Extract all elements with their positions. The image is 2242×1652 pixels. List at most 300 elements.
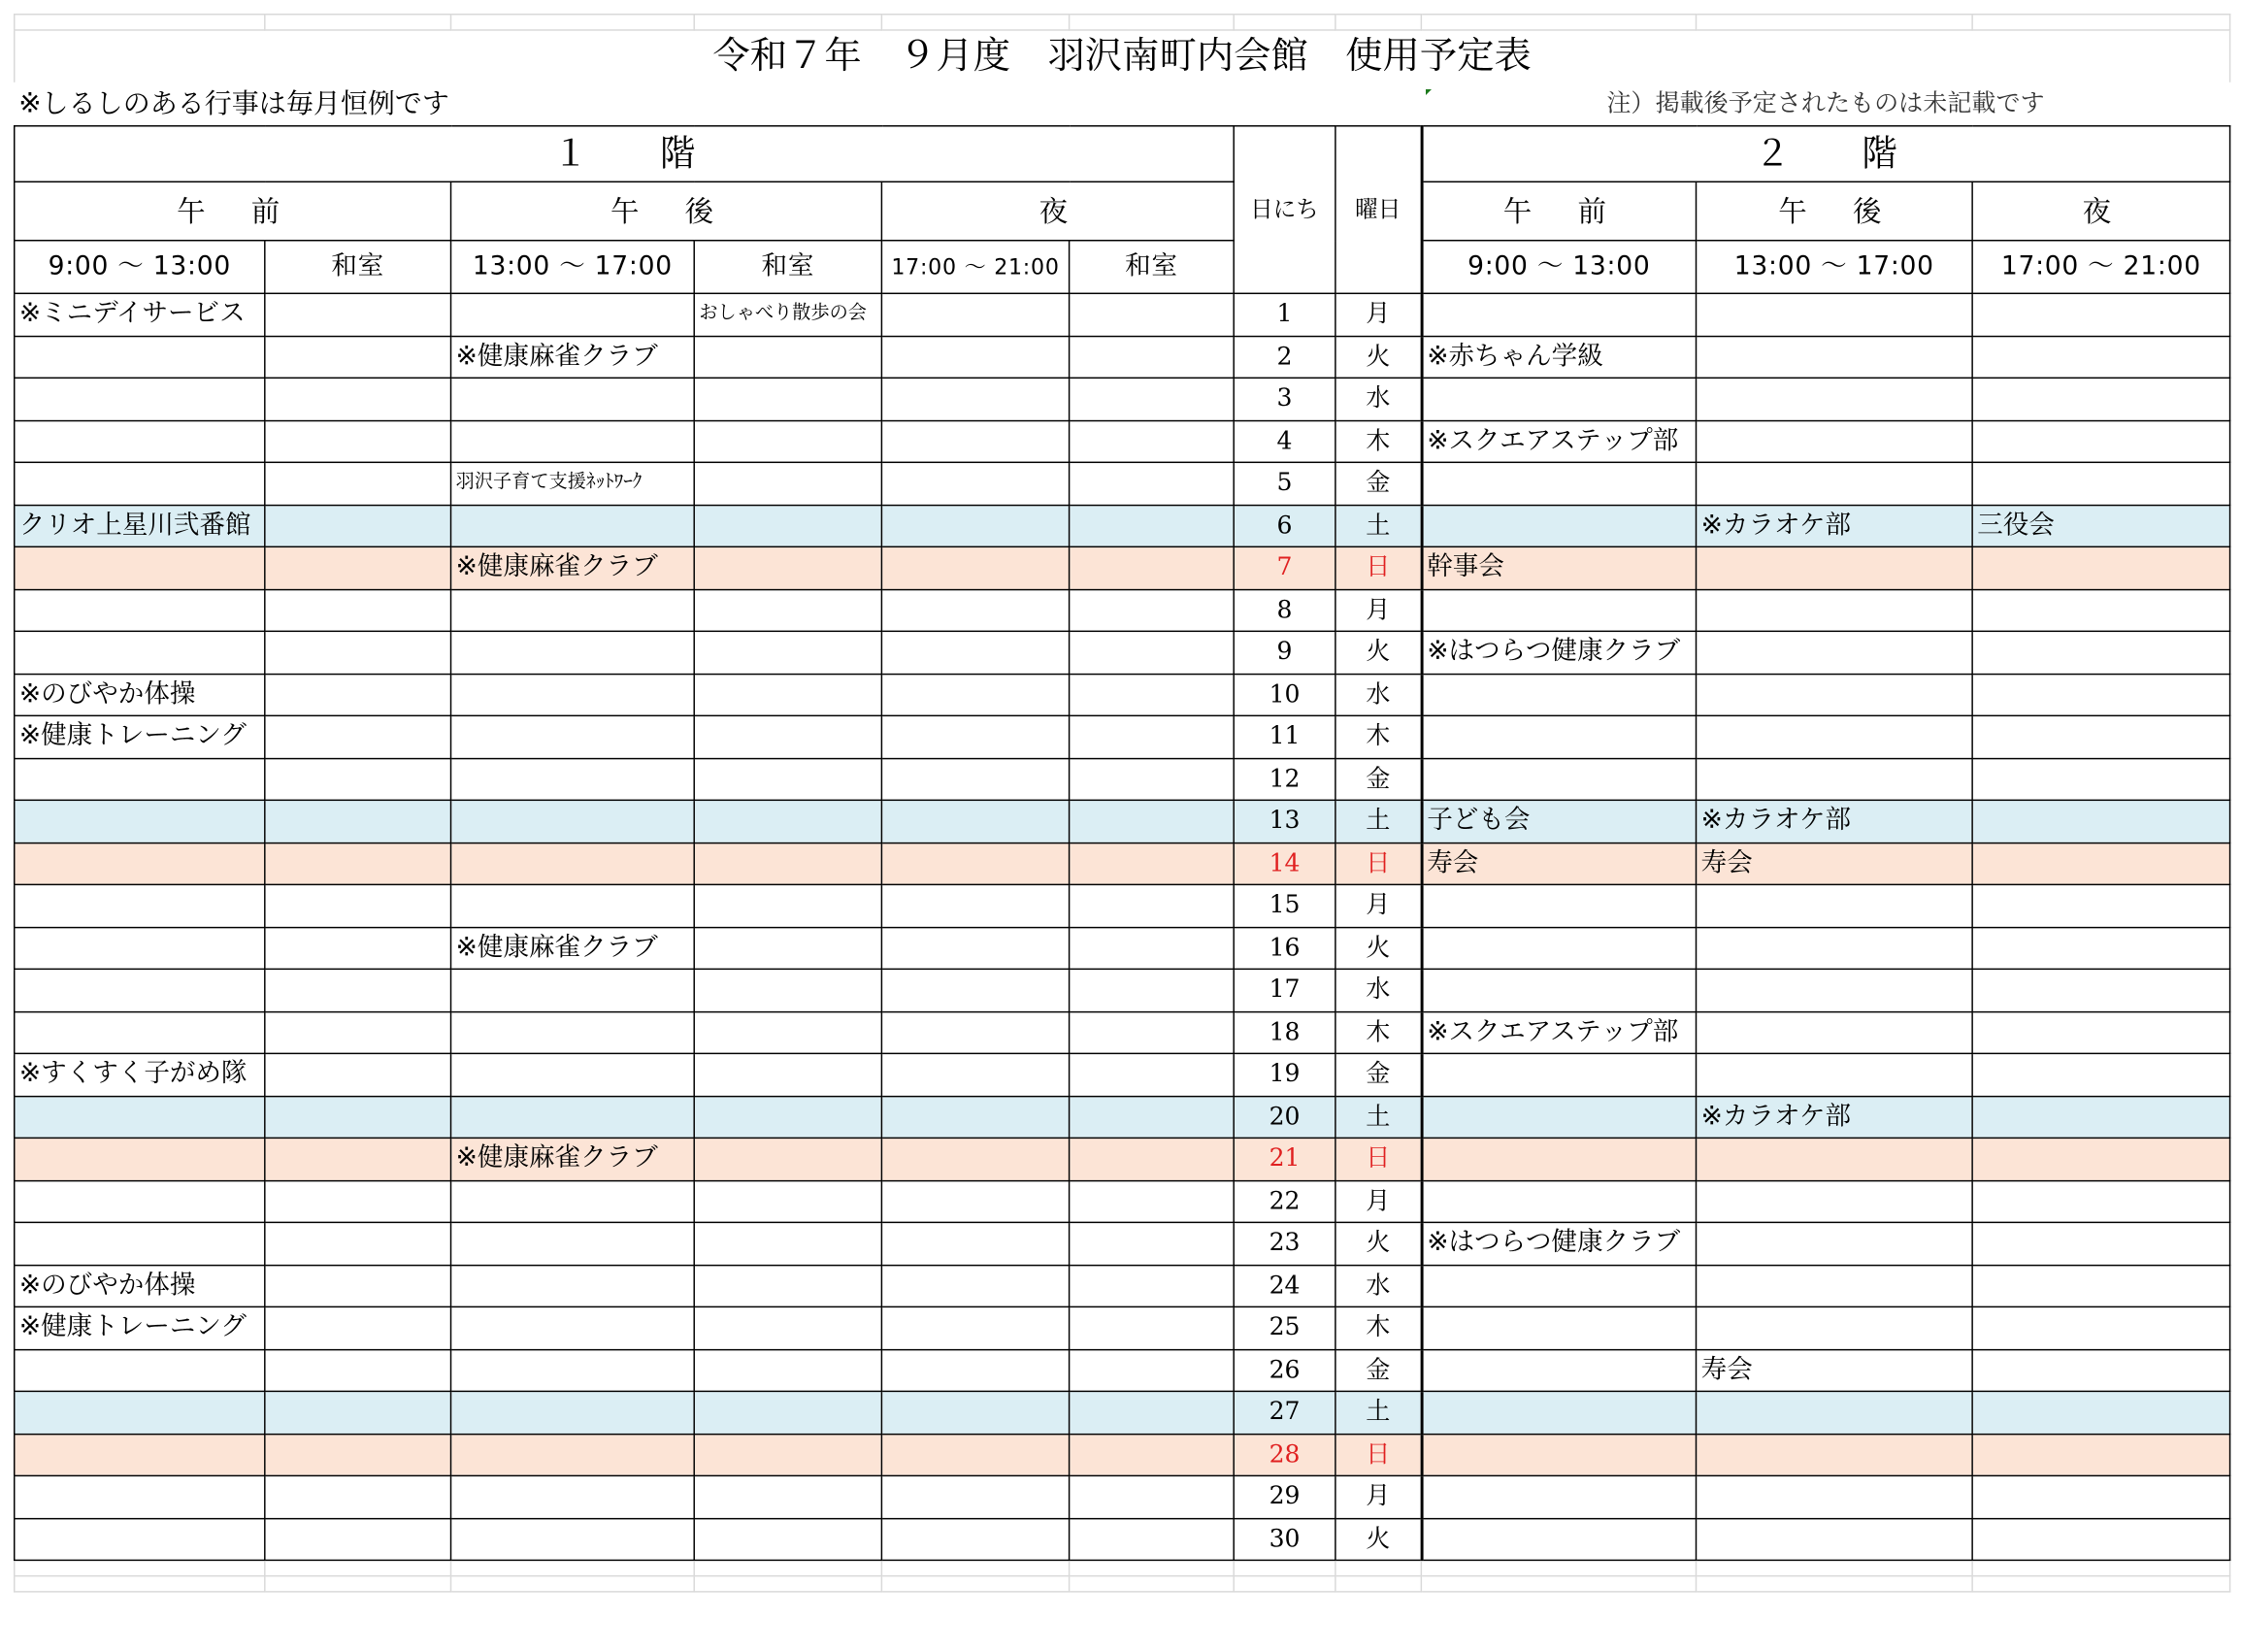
f1-pm-washitsu-cell (694, 378, 881, 420)
day-cell: 土 (1335, 1391, 1421, 1434)
date-cell: 23 (1234, 1222, 1335, 1265)
f1-am-washitsu-cell (265, 1475, 451, 1518)
f2-am-cell (1421, 462, 1696, 505)
f1-night-cell (881, 1518, 1069, 1561)
f1-am-washitsu-cell (265, 674, 451, 716)
day-cell: 月 (1335, 1180, 1421, 1223)
schedule-row (15, 589, 2230, 632)
f1-pm-cell (451, 674, 695, 716)
day-cell: 金 (1335, 758, 1421, 801)
f1-am-washitsu-cell (265, 631, 451, 674)
f2-night-cell (1972, 1391, 2229, 1434)
f2-am-cell (1421, 293, 1696, 336)
f1-night-cell (881, 1391, 1069, 1434)
f1-pm-cell (451, 589, 695, 632)
f2-night-cell (1972, 293, 2229, 336)
f1-pm-cell (451, 1434, 695, 1476)
f1-am-washitsu-cell (265, 336, 451, 379)
f1-pm-cell (451, 420, 695, 463)
f1-pm-washitsu-cell (694, 505, 881, 547)
f1-night-washitsu-cell (1070, 1265, 1235, 1307)
f1-night-washitsu-cell (1070, 1475, 1235, 1518)
date-cell: 10 (1234, 674, 1335, 716)
f1-night-header: 夜 (881, 182, 1234, 240)
f1-pm-washitsu-cell (694, 1518, 881, 1561)
f1-night-washitsu-cell (1070, 1096, 1235, 1139)
schedule-row (15, 843, 2230, 885)
f1-am-cell (15, 1180, 265, 1223)
f1-am-washitsu-cell (265, 1306, 451, 1349)
f1-pm-cell (451, 1349, 695, 1392)
f1-night-washitsu-cell (1070, 1180, 1235, 1223)
f1-night-cell (881, 800, 1069, 843)
f2-night-time: 17:00 〜 21:00 (1972, 241, 2229, 294)
f2-pm-header: 午 後 (1697, 182, 1973, 240)
f2-pm-cell (1697, 336, 1973, 379)
f2-night-cell (1972, 378, 2229, 420)
f1-am-washitsu-cell (265, 420, 451, 463)
date-cell: 1 (1234, 293, 1335, 336)
f2-am-cell (1421, 1349, 1696, 1392)
f1-am-washitsu-cell (265, 1349, 451, 1392)
day-cell: 土 (1335, 505, 1421, 547)
date-cell: 30 (1234, 1518, 1335, 1561)
f2-am-cell (1421, 1265, 1696, 1307)
f1-pm-cell (451, 969, 695, 1011)
f1-night-washitsu-cell (1070, 631, 1235, 674)
f1-am-cell (15, 631, 265, 674)
f1-night-washitsu-cell (1070, 462, 1235, 505)
date-cell: 14 (1234, 843, 1335, 885)
f1-night-washitsu-cell (1070, 293, 1235, 336)
f1-pm-cell (451, 1306, 695, 1349)
f1-pm-time: 13:00 〜 17:00 (451, 241, 695, 294)
f1-am-cell (15, 589, 265, 632)
schedule-row (15, 505, 2230, 547)
f2-night-cell (1972, 1265, 2229, 1307)
f1-pm-washitsu-cell (694, 1265, 881, 1307)
f1-am-cell: ※健康トレーニング (15, 1306, 265, 1349)
f1-am-cell (15, 1138, 265, 1180)
schedule-row (15, 758, 2230, 801)
f1-am-washitsu-cell (265, 1518, 451, 1561)
f1-pm-cell (451, 1011, 695, 1054)
f1-pm-cell (451, 884, 695, 927)
f1-pm-washitsu-cell (694, 1349, 881, 1392)
f2-pm-cell (1697, 589, 1973, 632)
f2-am-cell (1421, 505, 1696, 547)
f1-am-cell (15, 758, 265, 801)
f2-am-cell (1421, 969, 1696, 1011)
f1-night-cell (881, 1180, 1069, 1223)
f1-am-cell: ※すくすく子がめ隊 (15, 1053, 265, 1096)
f2-pm-cell (1697, 1306, 1973, 1349)
f2-night-cell (1972, 462, 2229, 505)
schedule-row (15, 800, 2230, 843)
f1-am-cell: ※健康トレーニング (15, 715, 265, 758)
date-cell: 17 (1234, 969, 1335, 1011)
f1-pm-washitsu-cell (694, 631, 881, 674)
f2-pm-cell: 寿会 (1697, 1349, 1973, 1392)
f1-am-washitsu: 和室 (265, 241, 451, 294)
f1-am-cell (15, 1391, 265, 1434)
schedule-row (15, 1349, 2230, 1392)
f2-pm-cell: 寿会 (1697, 843, 1973, 885)
f1-night-washitsu-cell (1070, 1349, 1235, 1392)
date-cell: 15 (1234, 884, 1335, 927)
f1-pm-cell: ※健康麻雀クラブ (451, 336, 695, 379)
f1-am-cell (15, 1096, 265, 1139)
day-cell: 月 (1335, 1475, 1421, 1518)
date-cell: 18 (1234, 1011, 1335, 1054)
day-cell: 木 (1335, 715, 1421, 758)
day-cell: 水 (1335, 1265, 1421, 1307)
f1-night-washitsu-cell (1070, 884, 1235, 927)
date-cell: 4 (1234, 420, 1335, 463)
f2-pm-cell (1697, 1222, 1973, 1265)
f1-am-washitsu-cell (265, 800, 451, 843)
day-cell: 火 (1335, 927, 1421, 970)
f1-pm-washitsu-cell (694, 758, 881, 801)
date-cell: 7 (1234, 546, 1335, 589)
day-cell: 日 (1335, 1434, 1421, 1476)
f1-pm-cell: 羽沢子育て支援ﾈｯﾄﾜｰｸ (451, 462, 695, 505)
f1-night-cell (881, 1053, 1069, 1096)
f1-am-cell (15, 546, 265, 589)
f1-am-washitsu-cell (265, 1434, 451, 1476)
f1-pm-washitsu: 和室 (694, 241, 881, 294)
f1-night-washitsu-cell (1070, 1011, 1235, 1054)
f1-night-cell (881, 462, 1069, 505)
f1-pm-washitsu-cell (694, 1138, 881, 1180)
f2-night-cell (1972, 1096, 2229, 1139)
f1-pm-washitsu-cell (694, 1011, 881, 1054)
day-cell: 金 (1335, 1349, 1421, 1392)
f1-pm-cell: ※健康麻雀クラブ (451, 546, 695, 589)
schedule-row (15, 1138, 2230, 1180)
f1-pm-washitsu-cell (694, 1475, 881, 1518)
f1-am-header: 午 前 (15, 182, 451, 240)
schedule-row (15, 1391, 2230, 1434)
f2-pm-cell (1697, 1391, 1973, 1434)
schedule-row (15, 927, 2230, 970)
f2-night-cell (1972, 1222, 2229, 1265)
schedule-row (15, 631, 2230, 674)
date-cell: 19 (1234, 1053, 1335, 1096)
f1-night-washitsu-cell (1070, 969, 1235, 1011)
page-title: 令和７年 ９月度 羽沢南町内会館 使用予定表 (15, 30, 2230, 83)
f1-pm-cell (451, 1053, 695, 1096)
f1-pm-washitsu-cell (694, 1053, 881, 1096)
f2-am-cell: ※はつらつ健康クラブ (1421, 631, 1696, 674)
f1-night-washitsu-cell (1070, 1391, 1235, 1434)
schedule-row (15, 293, 2230, 336)
f2-pm-cell (1697, 1265, 1973, 1307)
grid-row-top (15, 15, 2230, 30)
f1-night-cell (881, 589, 1069, 632)
f1-night-cell (881, 378, 1069, 420)
f2-am-header: 午 前 (1421, 182, 1696, 240)
day-cell: 水 (1335, 969, 1421, 1011)
date-cell: 29 (1234, 1475, 1335, 1518)
schedule-row (15, 884, 2230, 927)
f2-am-cell (1421, 927, 1696, 970)
schedule-row (15, 1518, 2230, 1561)
day-cell: 水 (1335, 378, 1421, 420)
f2-am-cell: 寿会 (1421, 843, 1696, 885)
f1-night-washitsu-cell (1070, 1518, 1235, 1561)
f2-pm-cell (1697, 378, 1973, 420)
f1-night-washitsu-cell (1070, 674, 1235, 716)
f1-pm-washitsu-cell (694, 1306, 881, 1349)
f1-night-washitsu-cell (1070, 1053, 1235, 1096)
f1-pm-cell (451, 715, 695, 758)
day-cell: 火 (1335, 336, 1421, 379)
f1-am-cell (15, 462, 265, 505)
f1-night-cell (881, 1138, 1069, 1180)
f1-am-cell: ※のびやか体操 (15, 1265, 265, 1307)
f2-pm-cell (1697, 1011, 1973, 1054)
f1-pm-cell (451, 1265, 695, 1307)
date-cell: 3 (1234, 378, 1335, 420)
date-column-header: 日にち (1234, 126, 1335, 294)
day-cell: 火 (1335, 631, 1421, 674)
f1-am-cell (15, 1011, 265, 1054)
f2-night-cell (1972, 1180, 2229, 1223)
f1-night-washitsu-cell (1070, 1434, 1235, 1476)
f1-pm-header: 午 後 (451, 182, 882, 240)
date-cell: 5 (1234, 462, 1335, 505)
f2-night-cell (1972, 927, 2229, 970)
schedule-row (15, 336, 2230, 379)
f2-am-cell (1421, 1518, 1696, 1561)
f2-pm-cell: ※カラオケ部 (1697, 800, 1973, 843)
f2-night-cell (1972, 800, 2229, 843)
f1-night-cell (881, 758, 1069, 801)
date-cell: 9 (1234, 631, 1335, 674)
f1-night-cell (881, 1434, 1069, 1476)
f1-am-washitsu-cell (265, 1180, 451, 1223)
f2-night-cell (1972, 336, 2229, 379)
f1-pm-washitsu-cell (694, 420, 881, 463)
schedule-row (15, 1265, 2230, 1307)
f1-am-washitsu-cell (265, 462, 451, 505)
date-cell: 2 (1234, 336, 1335, 379)
day-cell: 日 (1335, 1138, 1421, 1180)
f1-am-washitsu-cell (265, 758, 451, 801)
f1-am-washitsu-cell (265, 715, 451, 758)
day-cell: 土 (1335, 1096, 1421, 1139)
schedule-row (15, 1011, 2230, 1054)
f2-night-cell (1972, 1518, 2229, 1561)
f2-night-cell (1972, 1053, 2229, 1096)
f2-night-cell (1972, 884, 2229, 927)
f1-pm-washitsu-cell (694, 546, 881, 589)
f2-pm-cell (1697, 420, 1973, 463)
f1-pm-cell (451, 1180, 695, 1223)
schedule-row (15, 462, 2230, 505)
f1-night-washitsu-cell (1070, 758, 1235, 801)
date-cell: 22 (1234, 1180, 1335, 1223)
f2-night-cell (1972, 589, 2229, 632)
schedule-row (15, 1180, 2230, 1223)
f1-am-washitsu-cell (265, 1391, 451, 1434)
schedule-row (15, 420, 2230, 463)
day-cell: 月 (1335, 589, 1421, 632)
schedule-row (15, 674, 2230, 716)
schedule-row (15, 1434, 2230, 1476)
f1-am-washitsu-cell (265, 1011, 451, 1054)
day-cell: 水 (1335, 674, 1421, 716)
f1-pm-washitsu-cell (694, 843, 881, 885)
date-cell: 13 (1234, 800, 1335, 843)
f1-am-washitsu-cell (265, 505, 451, 547)
f1-night-cell (881, 293, 1069, 336)
date-cell: 24 (1234, 1265, 1335, 1307)
day-cell: 金 (1335, 462, 1421, 505)
f1-am-cell (15, 336, 265, 379)
date-cell: 20 (1234, 1096, 1335, 1139)
f2-pm-cell: ※カラオケ部 (1697, 1096, 1973, 1139)
f1-am-washitsu-cell (265, 1096, 451, 1139)
schedule-row (15, 1306, 2230, 1349)
schedule-row (15, 715, 2230, 758)
date-cell: 11 (1234, 715, 1335, 758)
f2-am-cell (1421, 715, 1696, 758)
f1-night-washitsu-cell (1070, 715, 1235, 758)
f1-night-washitsu-cell (1070, 800, 1235, 843)
f1-night-washitsu-cell (1070, 1222, 1235, 1265)
f1-am-cell (15, 927, 265, 970)
f1-night-cell (881, 631, 1069, 674)
f2-am-cell: ※はつらつ健康クラブ (1421, 1222, 1696, 1265)
f1-am-washitsu-cell (265, 1053, 451, 1096)
grid-row-bottom (15, 1560, 2230, 1575)
f1-night-washitsu-cell (1070, 1138, 1235, 1180)
f1-night-washitsu-cell (1070, 420, 1235, 463)
f1-am-cell: ※のびやか体操 (15, 674, 265, 716)
f2-night-cell (1972, 1475, 2229, 1518)
f1-night-cell (881, 1265, 1069, 1307)
f1-pm-cell (451, 758, 695, 801)
f2-am-cell (1421, 1053, 1696, 1096)
f2-night-cell (1972, 674, 2229, 716)
f2-am-cell (1421, 1434, 1696, 1476)
f1-pm-cell (451, 505, 695, 547)
f1-am-cell (15, 843, 265, 885)
date-cell: 27 (1234, 1391, 1335, 1434)
f2-pm-cell (1697, 462, 1973, 505)
f1-am-washitsu-cell (265, 546, 451, 589)
schedule-row (15, 1096, 2230, 1139)
f1-night-cell (881, 884, 1069, 927)
f2-am-cell (1421, 1180, 1696, 1223)
f1-pm-cell (451, 1518, 695, 1561)
f2-am-cell (1421, 1096, 1696, 1139)
f1-night-cell (881, 505, 1069, 547)
f1-am-cell (15, 1475, 265, 1518)
f2-night-header: 夜 (1972, 182, 2229, 240)
f1-pm-cell (451, 293, 695, 336)
f2-night-cell (1972, 969, 2229, 1011)
f2-night-cell (1972, 1349, 2229, 1392)
f1-pm-cell (451, 843, 695, 885)
f1-pm-cell (451, 1391, 695, 1434)
f2-am-cell (1421, 1475, 1696, 1518)
f1-am-washitsu-cell (265, 293, 451, 336)
f1-am-cell (15, 1434, 265, 1476)
date-cell: 8 (1234, 589, 1335, 632)
f1-am-washitsu-cell (265, 1138, 451, 1180)
f1-pm-washitsu-cell (694, 1222, 881, 1265)
f2-night-cell (1972, 1011, 2229, 1054)
f2-pm-cell (1697, 969, 1973, 1011)
date-cell: 21 (1234, 1138, 1335, 1180)
f1-night-cell (881, 1475, 1069, 1518)
f1-pm-washitsu-cell (694, 927, 881, 970)
f1-am-washitsu-cell (265, 1222, 451, 1265)
day-cell: 月 (1335, 293, 1421, 336)
f1-night-cell (881, 420, 1069, 463)
f1-pm-washitsu-cell (694, 1096, 881, 1139)
f2-night-cell (1972, 715, 2229, 758)
note-recurring: ※しるしのある行事は毎月恒例です (18, 87, 449, 120)
f1-am-cell: ※ミニデイサービス (15, 293, 265, 336)
f2-pm-cell (1697, 293, 1973, 336)
f2-am-cell (1421, 1391, 1696, 1434)
f1-night-washitsu: 和室 (1070, 241, 1235, 294)
f1-night-washitsu-cell (1070, 505, 1235, 547)
f2-pm-cell (1697, 631, 1973, 674)
date-cell: 26 (1234, 1349, 1335, 1392)
f1-am-washitsu-cell (265, 1265, 451, 1307)
f2-pm-time: 13:00 〜 17:00 (1697, 241, 1973, 294)
f1-pm-washitsu-cell (694, 1434, 881, 1476)
f2-am-cell (1421, 1138, 1696, 1180)
f1-pm-cell (451, 800, 695, 843)
f1-am-washitsu-cell (265, 378, 451, 420)
f1-night-cell (881, 1349, 1069, 1392)
f1-night-cell (881, 843, 1069, 885)
f2-pm-cell (1697, 715, 1973, 758)
f1-am-cell (15, 969, 265, 1011)
f1-pm-washitsu-cell (694, 884, 881, 927)
f1-pm-cell (451, 1475, 695, 1518)
day-cell: 月 (1335, 884, 1421, 927)
day-cell: 日 (1335, 843, 1421, 885)
f1-am-washitsu-cell (265, 884, 451, 927)
floor1-header: １ 階 (15, 126, 1234, 182)
f2-am-cell (1421, 674, 1696, 716)
f1-am-washitsu-cell (265, 843, 451, 885)
f1-night-cell (881, 715, 1069, 758)
f2-night-cell: 三役会 (1972, 505, 2229, 547)
f1-am-washitsu-cell (265, 589, 451, 632)
f2-am-cell: 子ども会 (1421, 800, 1696, 843)
f2-am-cell (1421, 884, 1696, 927)
f1-am-cell (15, 1518, 265, 1561)
f1-pm-washitsu-cell (694, 715, 881, 758)
f1-pm-washitsu-cell (694, 1180, 881, 1223)
day-cell: 日 (1335, 546, 1421, 589)
day-cell: 木 (1335, 1011, 1421, 1054)
f2-pm-cell (1697, 927, 1973, 970)
f1-am-cell (15, 378, 265, 420)
date-cell: 25 (1234, 1306, 1335, 1349)
schedule-body (15, 293, 2230, 1560)
schedule-row (15, 1222, 2230, 1265)
f2-pm-cell (1697, 1434, 1973, 1476)
